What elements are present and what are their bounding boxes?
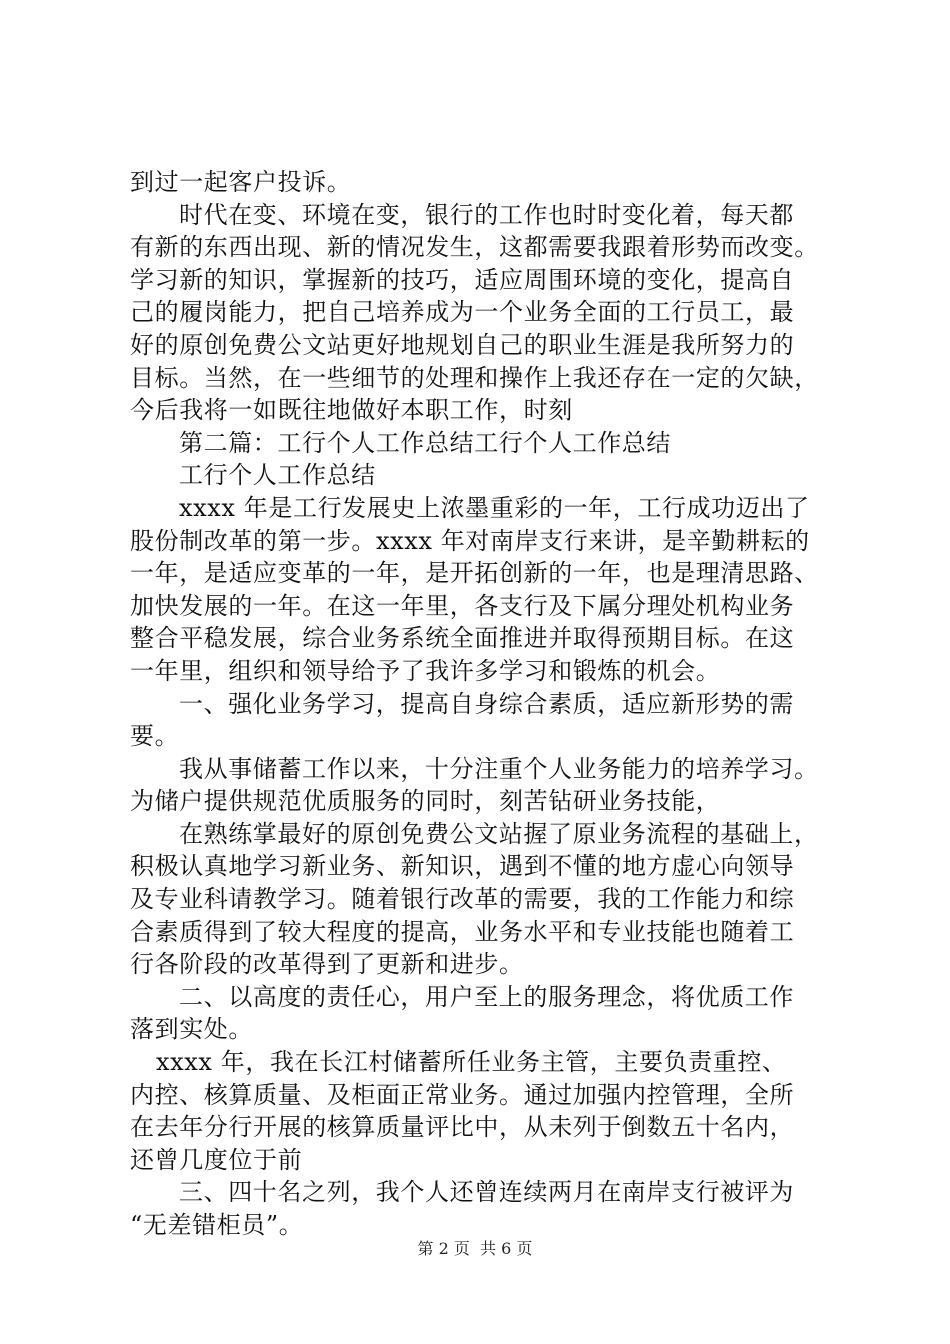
page-number-label: 第 2 页 共 6 页: [417, 1239, 533, 1258]
text-line: 股份制改革的第一步。xxxx 年对南岸支行来讲，是辛勤耕耘的: [130, 526, 810, 555]
text-line: 积极认真地学习新业务、新知识，遇到不懂的地方虚心向领导: [130, 852, 795, 881]
text-line: 一年里，组织和领导给予了我许多学习和锻炼的机会。: [130, 656, 721, 685]
text-line: 要。: [130, 722, 180, 751]
text-line: 加快发展的一年。在这一年里，各支行及下属分理处机构业务: [130, 591, 795, 620]
text-line: 三、四十名之列，我个人还曾连续两月在南岸支行被评为: [179, 1178, 794, 1207]
text-line: 行各阶段的改革得到了更新和进步。: [130, 950, 524, 979]
text-line: 一、强化业务学习，提高自身综合素质，适应新形势的需: [179, 689, 794, 718]
text-line: 好的原创免费公文站更好地规划自己的职业生涯是我所努力的: [130, 330, 795, 359]
text-line: 工行个人工作总结: [179, 461, 376, 490]
text-line: 学习新的知识，掌握新的技巧，适应周围环境的变化，提高自: [130, 265, 795, 294]
text-line: 我从事储蓄工作以来，十分注重个人业务能力的培养学习。: [179, 754, 819, 783]
text-line: 二、以高度的责任心，用户至上的服务理念，将优质工作: [179, 982, 794, 1011]
text-line: 在熟练掌最好的原创免费公文站握了原业务流程的基础上，: [179, 819, 819, 848]
text-line: 到过一起客户投诉。: [130, 168, 352, 196]
text-line: 内控、核算质量、及柜面正常业务。通过加强内控管理，全所: [130, 1080, 795, 1109]
text-line: 还曾几度位于前: [130, 1145, 303, 1174]
text-line: 时代在变、环境在变，银行的工作也时时变化着，每天都: [179, 200, 794, 229]
text-line: xxxx 年，我在长江村储蓄所任业务主管，主要负责重控、: [156, 1048, 787, 1077]
text-line: 今后我将一如既往地做好本职工作，时刻: [130, 396, 573, 425]
text-line: 为储户提供规范优质服务的同时，刻苦钻研业务技能，: [130, 787, 721, 816]
text-line: 合素质得到了较大程度的提高，业务水平和专业技能也随着工: [130, 917, 795, 946]
text-line: 一年，是适应变革的一年，是开拓创新的一年，也是理清思路、: [130, 559, 819, 588]
text-line: 第二篇：工行个人工作总结工行个人工作总结: [179, 428, 671, 457]
text-line: 及专业科请教学习。随着银行改革的需要，我的工作能力和综: [130, 885, 795, 914]
page-footer: [0, 1239, 950, 1259]
document-body: [130, 166, 830, 1242]
text-line: 目标。当然，在一些细节的处理和操作上我还存在一定的欠缺，: [130, 363, 819, 392]
text-line: 有新的东西出现、新的情况发生，这都需要我跟着形势而改变。: [130, 233, 819, 262]
text-line: 己的履岗能力，把自己培养成为一个业务全面的工行员工，最: [130, 298, 795, 327]
text-line: “无差错柜员”。: [130, 1211, 304, 1239]
text-line: 整合平稳发展，综合业务系统全面推进并取得预期目标。在这: [130, 624, 795, 653]
text-line: xxxx 年是工行发展史上浓墨重彩的一年，工行成功迈出了: [179, 493, 810, 522]
text-line: 落到实处。: [130, 1015, 253, 1044]
text-line: 在去年分行开展的核算质量评比中，从未列于倒数五十名内，: [130, 1113, 795, 1142]
